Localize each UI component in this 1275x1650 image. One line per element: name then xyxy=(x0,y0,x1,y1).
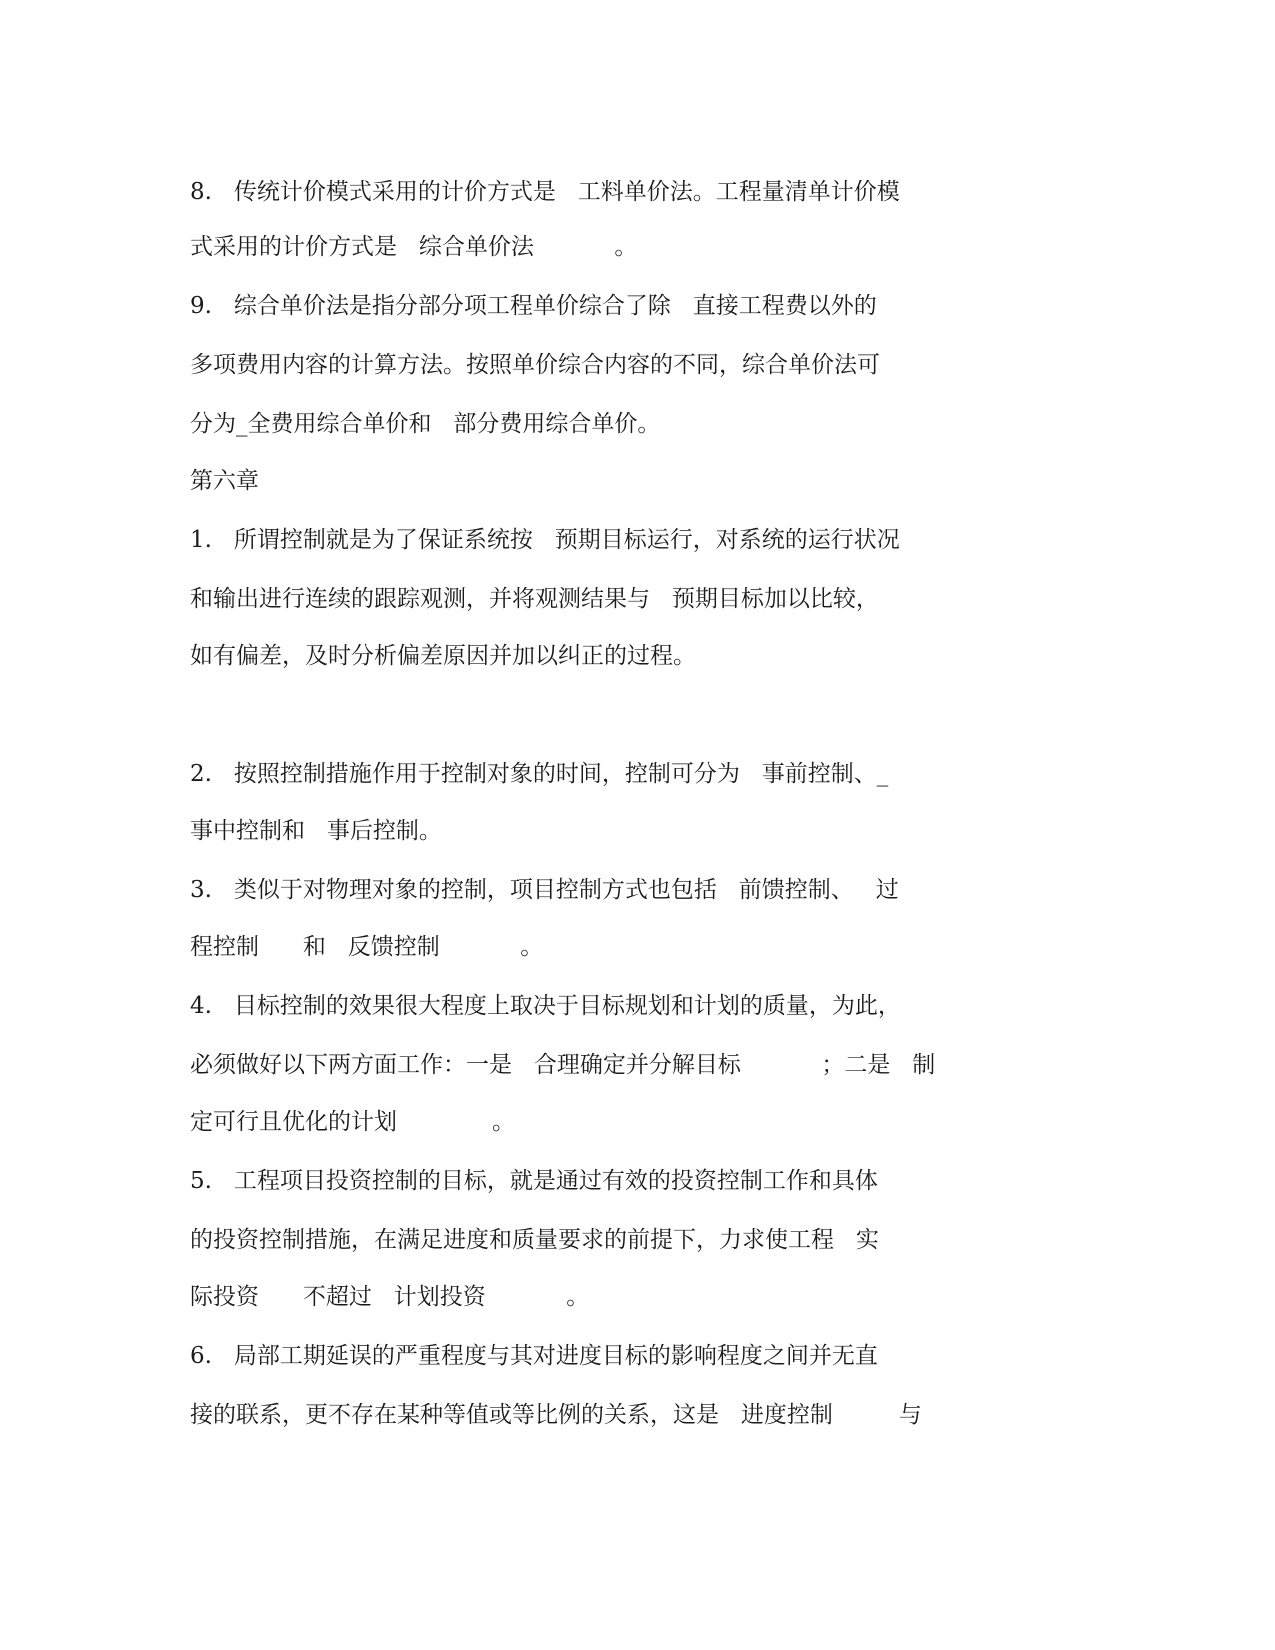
text-line: 定可行且优化的计划 。 xyxy=(190,1109,516,1135)
chapter-heading: 第六章 xyxy=(190,468,259,494)
text-line: 式采用的计价方式是 综合单价法 。 xyxy=(190,234,638,260)
text-line: 如有偏差，及时分析偏差原因并加以纠正的过程。 xyxy=(190,643,696,669)
text-line: 9. 综合单价法是指分部分项工程单价综合了除 直接工程费以外的 xyxy=(190,293,877,319)
text-line: 2. 按照控制措施作用于控制对象的时间，控制可分为 事前控制、_ xyxy=(190,761,889,787)
text-line: 事中控制和 事后控制。 xyxy=(190,818,442,844)
text-line: 程控制 和 反馈控制 。 xyxy=(190,934,544,960)
text-line: 的投资控制措施，在满足进度和质量要求的前提下，力求使工程 实 xyxy=(190,1227,879,1253)
text-line: 分为_全费用综合单价和 部分费用综合单价。 xyxy=(190,411,661,437)
text-line: 和输出进行连续的跟踪观测，并将观测结果与 预期目标加以比较， xyxy=(190,586,879,612)
text-line: 3. 类似于对物理对象的控制，项目控制方式也包括 前馈控制、 过 xyxy=(190,877,899,903)
text-line: 4. 目标控制的效果很大程度上取决于目标规划和计划的质量，为此， xyxy=(190,993,901,1019)
text-line: 1. 所谓控制就是为了保证系统按 预期目标运行，对系统的运行状况 xyxy=(190,527,900,553)
text-line: 8. 传统计价模式采用的计价方式是 工料单价法。工程量清单计价模 xyxy=(190,179,900,205)
text-line: 6. 局部工期延误的严重程度与其对进度目标的影响程度之间并无直 xyxy=(190,1343,878,1369)
text-line: 际投资 不超过 计划投资 。 xyxy=(190,1284,590,1310)
text-line: 必须做好以下两方面工作：一是 合理确定并分解目标 ；二是 制 xyxy=(190,1052,936,1078)
text-line: 5. 工程项目投资控制的目标，就是通过有效的投资控制工作和具体 xyxy=(190,1168,878,1194)
text-line: 多项费用内容的计算方法。按照单价综合内容的不同，综合单价法可 xyxy=(190,352,880,378)
text-line: 接的联系，更不存在某种等值或等比例的关系，这是 进度控制 与 xyxy=(190,1402,922,1428)
